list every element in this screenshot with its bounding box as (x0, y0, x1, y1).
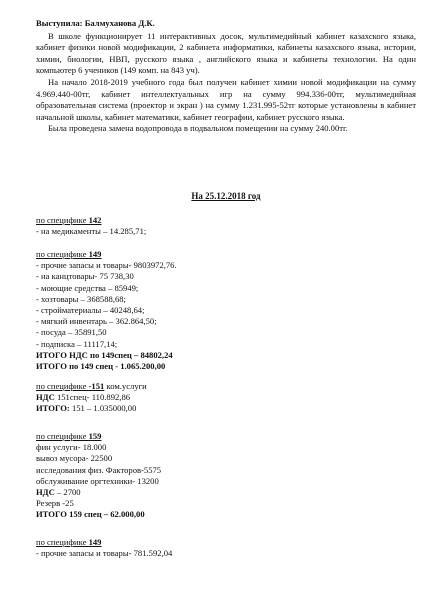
spec-142-title-prefix: по специфике (36, 215, 89, 225)
spec-151-total (36, 403, 416, 414)
spec-149-total: ИТОГО по 149 спец - 1.065.200,00 (36, 361, 166, 372)
spec-149-line: - посуда – 35891,50 (36, 327, 107, 338)
speaker-heading: Выступила: Балмуханова Д.К. (36, 18, 155, 28)
spec-149-section (36, 249, 416, 372)
spec-151-nds-label: НДС (36, 392, 55, 403)
spec-151-title (36, 381, 416, 392)
date-heading: На 25.12.2018 год (191, 191, 261, 201)
spec-151-title-suffix: ком.услуги (104, 381, 147, 391)
spec-149b-title-number: 149 (88, 537, 102, 547)
spec-149-total-nds: ИТОГО НДС по 149спец – 84802,24 (36, 349, 173, 360)
spec-159-nds (36, 487, 416, 498)
spec-159-section (36, 431, 416, 521)
spec-149b-line: - прочие запасы и товары- 781.592,04 (36, 548, 173, 559)
spec-151-total-text: 151 – 1.035000,00 (69, 403, 137, 414)
spec-151-nds-text: 151спец- 110.892,86 (54, 392, 131, 403)
spec-149-line: - стройматериалы – 40248,64; (36, 305, 145, 316)
spec-159-line: обслуживание оргтехники- 13200 (36, 475, 159, 486)
spec-149-line: - хозтовары – 368588,68; (36, 293, 126, 304)
spec-149-line: - на канцтовары- 75 738,30 (36, 271, 134, 282)
spec-149-title-number: 149 (88, 249, 102, 259)
spec-142-title-number: 142 (88, 215, 102, 225)
spec-159-reserve: Резерв -25 (36, 498, 74, 509)
spec-149b-section (36, 537, 416, 559)
spec-142-title (36, 215, 416, 226)
spec-159-line: фин услуги- 18.000 (36, 442, 107, 453)
spec-151-title-prefix: по специфике (36, 381, 89, 391)
spec-149-line: - подписка – 11117,14; (36, 338, 118, 349)
spec-142-section (36, 215, 416, 237)
spec-159-line: вывоз мусора- 22500 (36, 453, 113, 464)
spec-149-line: - моющие средства – 85949; (36, 282, 139, 293)
spec-151-title-number: -151 (88, 381, 105, 391)
spec-159-title (36, 431, 416, 442)
speaker-section (36, 18, 416, 135)
speaker-paragraph-2: На начало 2018-2019 учебного года был получен кабинет химии новой модификации на сумму 4.969.440-00тг, кабинет интеллектуальных игр на сумму 994.336-00тг, мультимедийная образовательная система (проектор и экран ) на сумму 1.231.995-52тг которые установлены в кабинет начальной школы, кабинет математики, кабинет географии, кабинет русского языка. (36, 76, 416, 122)
spec-149-line: - прочие запасы и товары- 9803972,76. (36, 260, 177, 271)
spec-142-line: - на медикаменты – 14.285,71; (36, 226, 147, 237)
spec-149-title-prefix: по специфике (36, 249, 89, 259)
spec-151-nds (36, 392, 416, 403)
spec-149b-title (36, 537, 416, 548)
spec-159-nds-text: – 2700 (54, 487, 81, 498)
spec-151-total-label: ИТОГО: (36, 403, 70, 414)
spec-159-nds-label: НДС (36, 487, 55, 498)
spec-159-total: ИТОГО 159 спец – 62.000,00 (36, 509, 145, 520)
speaker-paragraph-1: В школе функционирует 11 интерактивных досок, мультимедийный кабинет казахского языка, кабинет физики новой модификации, 2 кабинета информатики, кабинеты казахского языка, истории, химии, биологии, НВП, русского языка , английского языка и кабинеты технологии. На один компьютер 6 учеников (149 комп. на 843 уч). (36, 30, 416, 76)
speaker-paragraph-3: Была проведена замена водопровода в подвальном помещении на сумму 240.00тг. (48, 123, 348, 134)
spec-159-title-prefix: по специфике (36, 431, 89, 441)
spec-149b-title-prefix: по специфике (36, 537, 89, 547)
spec-151-section (36, 381, 416, 415)
spec-149-title (36, 249, 416, 260)
spec-149-line: - мягкий инвентарь – 362.864,50; (36, 316, 157, 327)
spec-159-title-number: 159 (88, 431, 102, 441)
spec-159-line: исследования физ. Факторов-5575 (36, 464, 162, 475)
